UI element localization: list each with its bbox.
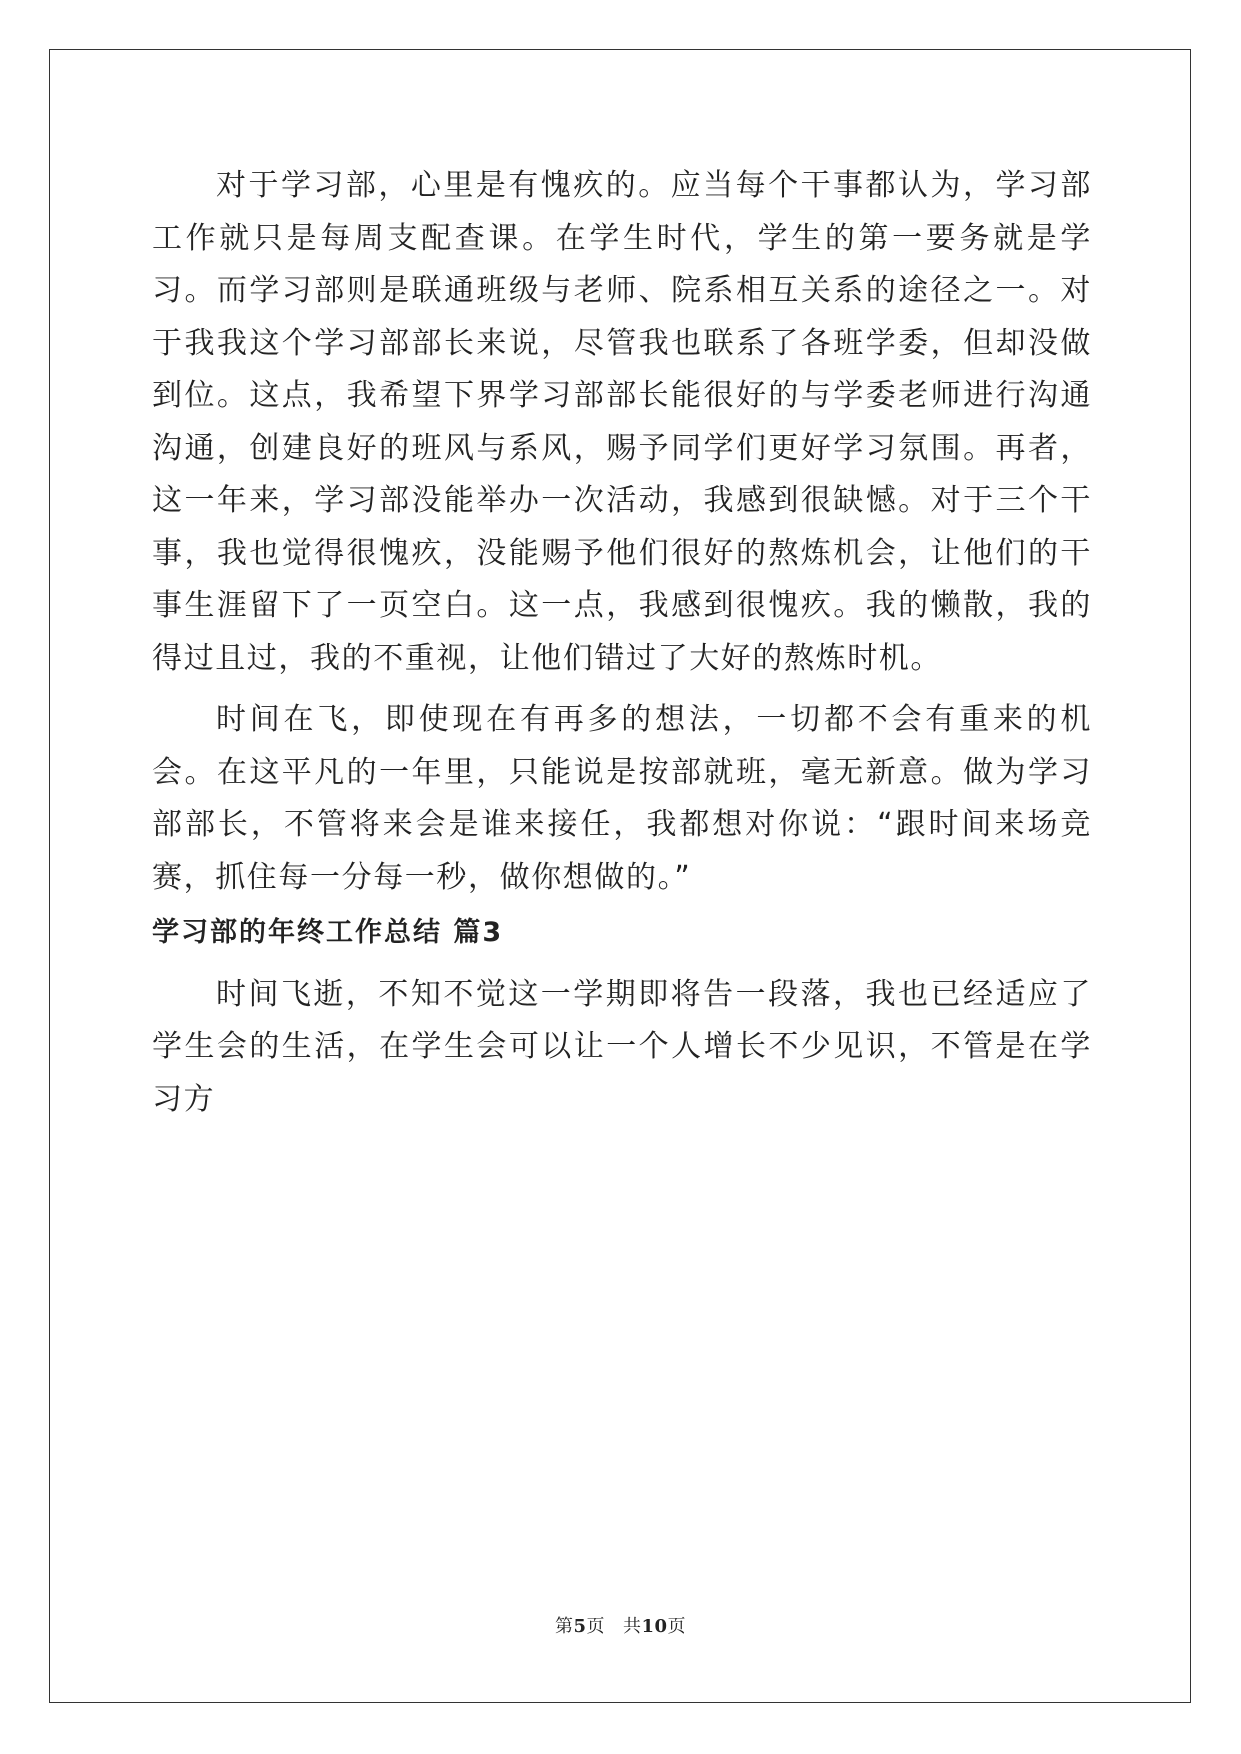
body-paragraph-1: 对于学习部，心里是有愧疚的。应当每个干事都认为，学习部工作就只是每周支配查课。在学生时代，学生的第一要务就是学习。而学习部则是联通班级与老师、院系相互关系的途径之一。对于我我这个学习部部长来说，尽管我也联系了各班学委，但却没做到位。这点，我希望下界学习部部长能很好的与学委老师进行沟通沟通，创建良好的班风与系风，赐予同学们更好学习氛围。再者，这一年来，学习部没能举办一次活动，我感到很缺憾。对于三个干事，我也觉得很愧疚，没能赐予他们很好的熬炼机会，让他们的干事生涯留下了一页空白。这一点，我感到很愧疚。我的懒散，我的得过且过，我的不重视，让他们错过了大好的熬炼时机。 (152, 168, 1092, 676)
document-body (152, 160, 1092, 1126)
page-total: 10 (641, 1616, 668, 1637)
page-prefix: 第 (554, 1616, 574, 1637)
body-paragraph-2: 时间在飞，即使现在有再多的想法，一切都不会有重来的机会。在这平凡的一年里，只能说是按部就班，毫无新意。做为学习部部长，不管将来会是谁来接任，我都想对你说：“跟时间来场竞赛，抓住每一分每一秒，做你想做的。” (152, 702, 1092, 895)
section-paragraph-1: 时间飞逝，不知不觉这一学期即将告一段落，我也已经适应了学生会的生活，在学生会可以让一个人增长不少见识，不管是在学习方 (152, 976, 1092, 1117)
page-footer (0, 1612, 1241, 1638)
total-prefix: 共 (622, 1616, 642, 1637)
page-current: 5 (573, 1616, 587, 1637)
total-suffix: 页 (667, 1616, 687, 1637)
section-heading: 学习部的年终工作总结 篇3 (152, 917, 504, 948)
page-suffix: 页 (586, 1616, 605, 1637)
